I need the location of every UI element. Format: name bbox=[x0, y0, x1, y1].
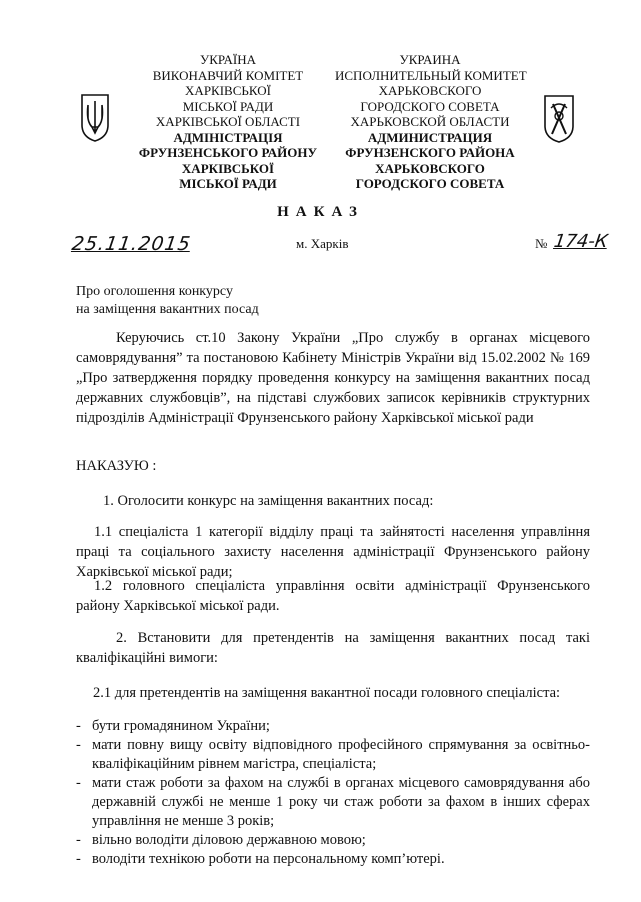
header-ua-line: ВИКОНАВЧИЙ КОМІТЕТ bbox=[152, 67, 304, 83]
header-ru-bold-line: ХАРЬКОВСКОГО bbox=[375, 160, 485, 176]
kharkiv-coat-of-arms-icon bbox=[543, 94, 575, 144]
header-ua-bold-line: ФРУНЗЕНСЬКОГО РАЙОНУ bbox=[138, 145, 318, 160]
header-ru-bold-line: АДМИНИСТРАЦИЯ bbox=[367, 129, 493, 145]
document-number: 174-К bbox=[552, 231, 610, 252]
preamble-paragraph: Керуючись ст.10 Закону України „Про службу в органах місцевого самоврядування” та постановою Кабінету Міністрів України від 15.02.2002 № 169 „Про затвердження порядку проведення конкурсу на заміщення вакантних посад державних службовців”, на підставі службових записок керівників структурних підрозділів Адміністрації Фрунзенського району Харківської міської ради bbox=[76, 330, 590, 426]
letterhead-ukrainian bbox=[133, 52, 323, 192]
header-ru-line: ХАРЬКОВСКОГО bbox=[378, 83, 482, 98]
list-item: - мати повну вищу освіту відповідного професійного спрямування за освітньо-кваліфікаційним рівнем магістра, спеціаліста; bbox=[76, 737, 590, 772]
document-subject bbox=[76, 283, 376, 319]
header-ua-bold-line: МІСЬКОЇ РАДИ bbox=[179, 176, 277, 191]
order-heading: НАКАЗУЮ : bbox=[76, 458, 157, 474]
header-ru-bold-line: ГОРОДСКОГО СОВЕТА bbox=[355, 176, 505, 191]
subject-line: Про оголошення конкурсу bbox=[76, 284, 233, 299]
document-title: НАКАЗ bbox=[277, 204, 364, 220]
trident-emblem-icon bbox=[80, 93, 110, 143]
order-item-2-1: 2.1 для претендентів на заміщення вакантної посади головного спеціаліста: bbox=[93, 685, 561, 701]
letterhead bbox=[0, 40, 641, 190]
order-item-1: 1. Оголосити конкурс на заміщення вакантних посад: bbox=[103, 493, 434, 509]
list-item: - володіти технікою роботи на персональному комп’ютері. bbox=[76, 851, 445, 867]
subject-line: на заміщення вакантних посад bbox=[76, 302, 259, 317]
list-item: - мати стаж роботи за фахом на службі в органах місцевого самоврядування або державній службі не менше 1 року чи стаж роботи за фахом в інших сферах управління не менше 3 років; bbox=[76, 775, 590, 829]
order-item-2: 2. Встановити для претендентів на заміщення вакантних посад такі кваліфікаційні вимоги: bbox=[76, 630, 590, 666]
header-ua-bold-line: АДМІНІСТРАЦІЯ bbox=[173, 129, 283, 145]
header-ua-line: ХАРКІВСЬКОЇ bbox=[185, 83, 271, 98]
order-item-1-1: 1.1 спеціаліста 1 категорії відділу праці та зайнятості населення управління праці та соціального захисту населення адміністрації Фрунзенського району Харківської міської ради; bbox=[76, 524, 590, 580]
list-item-text: мати стаж роботи за фахом на службі в органах місцевого самоврядування або державній службі не менше 1 року чи стаж роботи за фахом в інших сферах управління не менше 3 років; bbox=[92, 775, 590, 829]
header-ru-line: ХАРЬКОВСКОЙ ОБЛАСТИ bbox=[350, 114, 510, 129]
letterhead-russian bbox=[335, 52, 525, 192]
header-ru-line: ИСПОЛНИТЕЛЬНЫЙ КОМИТЕТ bbox=[335, 67, 527, 83]
document-city: м. Харків bbox=[296, 236, 349, 251]
list-item-text: вільно володіти діловою державною мовою; bbox=[92, 832, 366, 848]
document-date: 25.11.2015 bbox=[70, 233, 193, 255]
header-ru-bold-line: ФРУНЗЕНСКОГО РАЙОНА bbox=[345, 145, 515, 160]
header-ua-bold-line: ХАРКІВСЬКОЇ bbox=[181, 160, 275, 176]
header-ru-line: ГОРОДСКОГО СОВЕТА bbox=[360, 98, 500, 114]
header-ua-line: МІСЬКОЇ РАДИ bbox=[182, 98, 274, 114]
header-ru-line: УКРАИНА bbox=[399, 52, 461, 67]
list-item-text: мати повну вищу освіту відповідного професійного спрямування за освітньо-кваліфікаційним рівнем магістра, спеціаліста; bbox=[92, 737, 590, 772]
list-item: - бути громадянином України; bbox=[76, 718, 270, 734]
list-item-text: бути громадянином України; bbox=[92, 718, 270, 734]
header-ua-line: УКРАЇНА bbox=[200, 52, 256, 67]
header-ua-line: ХАРКІВСЬКОЇ ОБЛАСТІ bbox=[155, 114, 301, 129]
list-item-text: володіти технікою роботи на персональному комп’ютері. bbox=[92, 851, 445, 867]
document-number-label: № bbox=[535, 236, 548, 251]
list-item: - вільно володіти діловою державною мовою; bbox=[76, 832, 366, 848]
requirements-list bbox=[76, 717, 590, 869]
order-item-1-2: 1.2 головного спеціаліста управління освіти адміністрації Фрунзенського району Харківської міської ради. bbox=[76, 578, 590, 614]
